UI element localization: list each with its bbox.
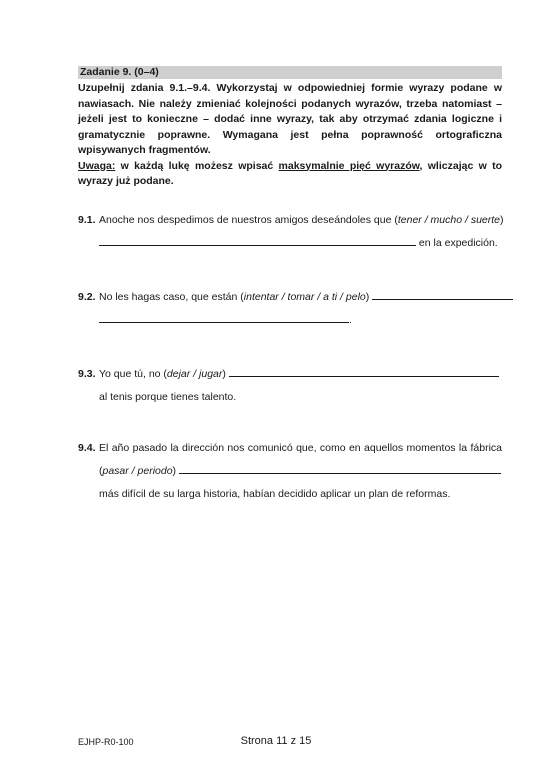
instruction-note	[78, 159, 502, 190]
page-number: Strona 11 z 15	[240, 735, 312, 747]
exercise-item-9-4	[78, 437, 502, 506]
item-text-end: más difícil de su larga historia, habían decidido aplicar un plan de reformas.	[99, 488, 451, 500]
task-header: Zadanie 9. (0–4)	[78, 66, 502, 79]
exercise-item-9-1	[78, 209, 502, 255]
item-number: 9.3.	[78, 368, 96, 380]
note-emphasis: maksymalnie pięć wyrazów	[278, 159, 420, 172]
answer-blank[interactable]	[179, 461, 501, 474]
note-pre: w każdą lukę możesz wpisać	[115, 159, 279, 172]
note-label: Uwaga:	[78, 159, 116, 172]
item-hint-close: )	[500, 214, 504, 226]
instruction-text: Uzupełnij zdania 9.1.–9.4. Wykorzystaj w odpowiedniej formie wyrazy podane w nawiasach. Nie należy zmieniać kolejności podanych wyrazów, trzeba natomiast – jeżeli jest to konieczne – dodać inne wyrazy, tak aby otrzymać zdania logiczne i gramatycznie poprawne. Wymagana jest pełna poprawność ortograficzna wpisywanych fragmentów.	[78, 82, 502, 156]
item-hint: pasar / periodo	[102, 465, 173, 477]
exercise-item-9-2	[78, 286, 502, 332]
item-number: 9.1.	[78, 214, 96, 226]
item-text-before: No les hagas caso, que están (	[99, 291, 244, 303]
answer-blank[interactable]	[99, 233, 416, 246]
item-hint-close: )	[222, 368, 226, 380]
answer-blank[interactable]	[229, 364, 499, 377]
item-text-end: .	[349, 314, 352, 326]
item-hint: intentar / tomar / a ti / pelo	[243, 291, 366, 303]
item-number: 9.4.	[78, 442, 96, 454]
item-text-before: El año pasado la dirección nos comunicó que, como en aquellos momentos la fábrica (	[99, 442, 502, 477]
item-text-end: al tenis porque tienes talento.	[99, 391, 237, 403]
item-hint-close: )	[172, 465, 177, 477]
item-hint: tener / mucho / suerte	[397, 214, 501, 226]
item-text-before: Anoche nos despedimos de nuestros amigos deseándoles que (	[99, 214, 398, 226]
item-hint: dejar / jugar	[166, 368, 223, 380]
exercise-item-9-3	[78, 363, 502, 409]
item-hint-close: )	[365, 291, 370, 303]
answer-blank-part-2[interactable]	[99, 310, 349, 323]
answer-blank-part-1[interactable]	[372, 287, 513, 300]
footer-code: EJHP-R0-100	[78, 737, 134, 747]
item-number: 9.2.	[78, 291, 96, 303]
item-text-before: Yo que tú, no (	[99, 368, 167, 380]
item-text-end: en la expedición.	[416, 237, 498, 249]
task-instructions	[78, 81, 502, 190]
note-post: , wliczając w to wyrazy już podane.	[78, 159, 502, 187]
